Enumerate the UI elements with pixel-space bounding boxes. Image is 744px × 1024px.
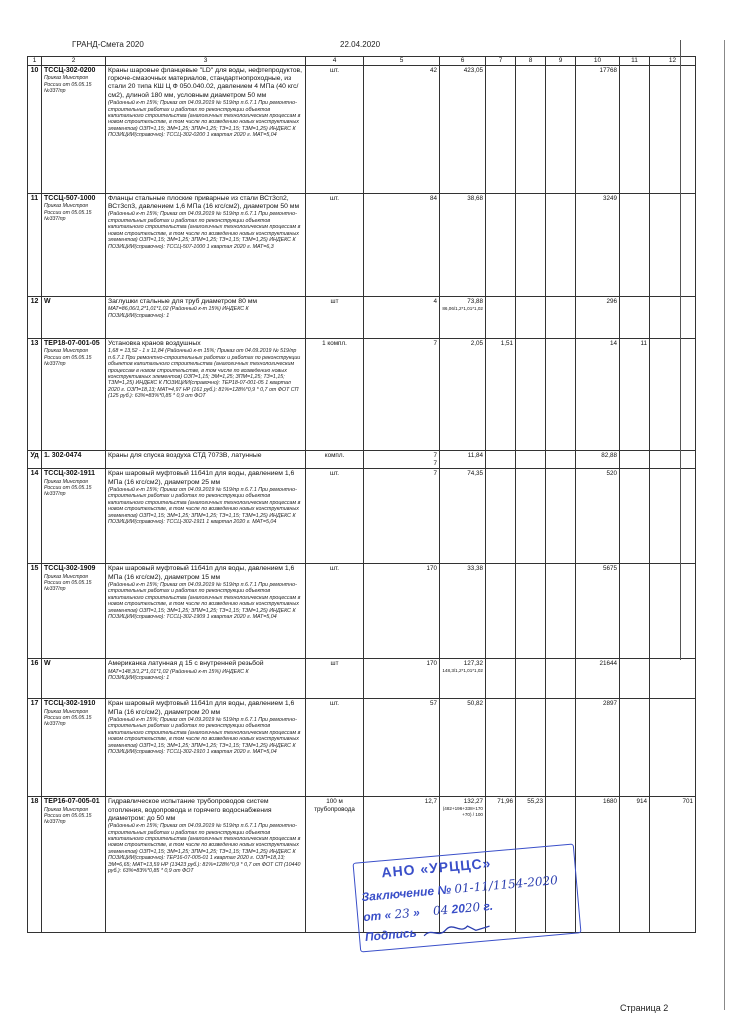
row-quantity: 7 [364, 469, 440, 564]
row-note: МАТ=148,3/1,2*1,01*1,02 (Районный к-т 15%) ИНДЕКС К ПОЗИЦИИ(справочно): 1 [108, 668, 249, 681]
row-col12 [650, 338, 696, 450]
row-description-cell [106, 450, 306, 468]
row-col8 [516, 338, 546, 450]
col-num: 10 [576, 57, 620, 66]
row-col9 [546, 699, 576, 797]
row-price: 127,32 [463, 660, 483, 668]
row-note: (Районный к-т 15%; Приказ от 04.09.2019 № 519/пр п.6.7.1 При ремонтно-строительных работах и работах по реконструкции объектов капитального строительства (аналогичных технологическим процессам в новом строительстве, в том числе по возведению новых конструктивных элементов) ОЗП=1,15; ЭМ=1,25; ЗПМ=1,25; ТЗ=1,15; ТЗМ=1,25) ИНДЕКС К ПОЗИЦИИ(справочно): ТССЦ-302-1911 1 квартал 2020 г. МАТ=5,04 [108, 486, 301, 526]
row-col7 [486, 564, 516, 659]
row-source: Приказ Минстроя России от 05.05.15 №337/пр [44, 573, 92, 593]
row-col9 [546, 469, 576, 564]
row-col11 [620, 659, 650, 699]
row-total: 21644 [576, 659, 620, 699]
stamp-conclusion-number: 01-11/1154-2020 [453, 873, 559, 897]
row-col12: 701 [650, 797, 696, 933]
row-price-cell [440, 450, 486, 468]
row-code: W [44, 297, 51, 305]
row-col11 [620, 450, 650, 468]
row-total: 296 [576, 296, 620, 338]
estimate-row [28, 469, 696, 564]
row-description-cell [106, 193, 306, 296]
col-num: 2 [42, 57, 106, 66]
row-price-formula: (482+196+338+170+70) / 100 [442, 805, 483, 817]
row-note: (Районный к-т 15%; Приказ от 04.09.2019 № 519/пр п.6.7.1 При ремонтно-строительных работах и работах по реконструкции объектов капитального строительства (аналогичных технологическим процессам в новом строительстве, в том числе по возведению новых конструктивных элементов) ОЗП=1,15; ЭМ=1,25; ЗПМ=1,25; ТЗ=1,15; ТЗМ=1,25) ИНДЕКС К ПОЗИЦИИ(справочно): ТССЦ-302-1909 1 квартал 2020 г. МАТ=5,04 [108, 581, 301, 621]
row-col7 [486, 659, 516, 699]
row-unit: шт [306, 659, 364, 699]
row-quantity: 7 [364, 338, 440, 450]
row-col9 [546, 193, 576, 296]
estimate-row [28, 65, 696, 193]
row-col7: 1,51 [486, 338, 516, 450]
row-col11 [620, 193, 650, 296]
row-price-formula: 86,06/1,2*1,01*1,02 [442, 305, 483, 311]
row-source: Приказ Минстроя России от 05.05.15 №337/пр [44, 708, 92, 728]
col-num: 4 [306, 57, 364, 66]
row-quantity: 84 [364, 193, 440, 296]
row-col7 [486, 193, 516, 296]
col-num: 3 [106, 57, 306, 66]
row-description-cell [106, 65, 306, 193]
row-source: Приказ Минстроя России от 05.05.15 №337/пр [44, 478, 92, 498]
row-col7 [486, 450, 516, 468]
row-code: ТССЦ-302-0200 [44, 66, 96, 74]
col-num: 7 [486, 57, 516, 66]
row-col7 [486, 469, 516, 564]
stamp-year-prefix: 20 [450, 901, 466, 917]
stamp-org: АНО «УРЦЦС» [380, 854, 492, 881]
row-col11 [620, 65, 650, 193]
row-code-cell [42, 193, 106, 296]
row-col12 [650, 699, 696, 797]
row-total: 5675 [576, 564, 620, 659]
row-code-cell [42, 65, 106, 193]
approval-stamp [353, 843, 582, 952]
row-quantity: 7 7 [364, 450, 440, 468]
row-col8 [516, 659, 546, 699]
row-col11: 914 [620, 797, 650, 933]
row-col8: 55,23 [516, 797, 546, 933]
col-num: 8 [516, 57, 546, 66]
row-col8 [516, 469, 546, 564]
estimate-row [28, 564, 696, 659]
row-col7 [486, 699, 516, 797]
row-code-cell [42, 338, 106, 450]
row-col12 [650, 659, 696, 699]
col-num: 9 [546, 57, 576, 66]
row-col8 [516, 699, 546, 797]
row-col8 [516, 564, 546, 659]
stamp-from-label: от « [362, 907, 392, 925]
row-price-cell [440, 699, 486, 797]
row-description-cell [106, 296, 306, 338]
scan-edge-line [680, 40, 681, 660]
row-price-cell [440, 193, 486, 296]
row-description-cell [106, 797, 306, 933]
estimate-row [28, 193, 696, 296]
page-number: Страница 2 [620, 1003, 669, 1013]
stamp-conclusion-label: Заключение № [360, 882, 452, 905]
row-code: W [44, 660, 51, 668]
row-quantity: 4 [364, 296, 440, 338]
estimate-row [28, 659, 696, 699]
row-number: 12 [28, 296, 42, 338]
estimate-table [27, 56, 696, 933]
row-price: 50,82 [467, 700, 483, 708]
row-source: Приказ Минстроя России от 05.05.15 №337/пр [44, 203, 92, 223]
row-number: 13 [28, 338, 42, 450]
row-col9 [546, 659, 576, 699]
row-col11: 11 [620, 338, 650, 450]
row-name: Установка кранов воздушных [108, 339, 201, 347]
row-col7 [486, 65, 516, 193]
row-quantity: 42 [364, 65, 440, 193]
row-code: ТЕР16-07-005-01 [44, 798, 100, 806]
row-code: ТССЦ-302-1910 [44, 700, 96, 708]
estimate-row [28, 450, 696, 468]
row-price: 33,38 [467, 565, 483, 573]
row-source: Приказ Минстроя России от 05.05.15 №337/пр [44, 806, 92, 826]
row-code: ТЕР18-07-001-05 [44, 339, 100, 347]
row-total: 1680 [576, 797, 620, 933]
row-col12 [650, 65, 696, 193]
row-code-cell [42, 564, 106, 659]
row-price-cell [440, 564, 486, 659]
row-name: Гидравлическое испытание трубопроводов систем отопления, водопровода и горячего водоснабжения диаметром: до 50 мм [108, 798, 272, 822]
stamp-day: 23 [393, 906, 411, 922]
stamp-year: 20 [464, 899, 481, 916]
row-code-cell [42, 296, 106, 338]
estimate-row [28, 296, 696, 338]
row-name: Заглушки стальные для труб диаметром 80 мм [108, 297, 258, 305]
row-price-cell [440, 65, 486, 193]
row-number: 11 [28, 193, 42, 296]
row-unit: шт [306, 296, 364, 338]
row-unit: компл. [306, 450, 364, 468]
row-number: 14 [28, 469, 42, 564]
row-col12 [650, 296, 696, 338]
row-quantity: 170 [364, 659, 440, 699]
row-col7 [486, 296, 516, 338]
row-name: Краны для спуска воздуха СТД 7073В, латунные [108, 451, 262, 459]
row-col7: 71,96 [486, 797, 516, 933]
row-code: ТССЦ-302-1911 [44, 470, 96, 478]
row-note: (Районный к-т 15%; Приказ от 04.09.2019 № 519/пр п.6.7.1 При ремонтно-строительных работах и работах по реконструкции объектов капитального строительства (аналогичных технологическим процессам в новом строительстве, в том числе по возведению новых конструктивных элементов) ОЗП=1,15; ЭМ=1,25; ЗПМ=1,25; ТЗ=1,15; ТЗМ=1,25) ИНДЕКС К ПОЗИЦИИ(справочно): ТЕР16-07-005-01 1 квартал 2020 г. ОЗП=18,13; ЭМ=6,65; МАТ=13,59 НР (13423 руб.): 81%=128%*0,9 * 0,7 от ФОТ СП (10440 руб.): 63%=83%*0,85 * 0,9 от ФОТ [108, 823, 301, 875]
scan-edge-line [724, 40, 725, 1010]
row-col9 [546, 296, 576, 338]
row-number: 18 [28, 797, 42, 933]
row-number: 15 [28, 564, 42, 659]
row-number: 17 [28, 699, 42, 797]
row-price-cell [440, 659, 486, 699]
row-code-cell [42, 469, 106, 564]
row-unit: шт. [306, 193, 364, 296]
row-col8 [516, 193, 546, 296]
row-total: 3249 [576, 193, 620, 296]
row-name: Краны шаровые фланцевые "LD" для воды, нефтепродуктов, горюче-смазочных материалов, стандартнопроходные, из стали 20 типа КШ Ц Ф 050.040.02, давлением 4 МПа (40 кгс/см2), длиной 180 мм, условным диаметром 50 мм [108, 66, 303, 99]
row-col9 [546, 338, 576, 450]
row-price-cell [440, 338, 486, 450]
row-price-cell [440, 296, 486, 338]
row-col9 [546, 450, 576, 468]
row-unit: 100 м трубопровода [306, 797, 364, 933]
row-price-cell [440, 469, 486, 564]
row-code: 1. 302-0474 [44, 451, 82, 459]
column-numbers-row [28, 57, 696, 66]
row-unit: шт. [306, 469, 364, 564]
stamp-month: 04 [432, 902, 449, 918]
row-quantity: 170 [364, 564, 440, 659]
row-col12 [650, 564, 696, 659]
app-name: ГРАНД-Смета 2020 [72, 40, 144, 49]
row-total: 17768 [576, 65, 620, 193]
row-note: 1,68 = 13,52 - 1 x 11,84 (Районный к-т 15%; Приказ от 04.09.2019 № 519/пр п.6.7.1 При ремонтно-строительных работах и работах по реконструкции объектов капитального строительства (аналогичных технологическим процессам в новом строительстве, в том числе по возведению новых конструктивных элементов) ОЗП=1,15; ЭМ=1,25; ЗПМ=1,25; ТЗ=1,15; ТЗМ=1,25) ИНДЕКС К ПОЗИЦИИ(справочно): ТЕР18-07-001-05 1 квартал 2020 г. ОЗП=18,13; МАТ=4,97 НР (161 руб.): 81%=128%*0,9 * 0,7 от ФОТ СП (125 руб.): 63%=83%*0,85 * 0,9 от ФОТ [108, 348, 301, 400]
row-code-cell [42, 659, 106, 699]
row-note: (Районный к-т 15%; Приказ от 04.09.2019 № 519/пр п.6.7.1 При ремонтно-строительных работах и работах по реконструкции объектов капитального строительства (аналогичных технологическим процессам в новом строительстве, в том числе по возведению новых конструктивных элементов) ОЗП=1,15; ЭМ=1,25; ЗПМ=1,25; ТЗ=1,15; ТЗМ=1,25) ИНДЕКС К ПОЗИЦИИ(справочно): ТССЦ-507-1000 1 квартал 2020 г. МАТ=6,3 [108, 211, 301, 250]
row-unit: шт. [306, 564, 364, 659]
row-total: 82,88 [576, 450, 620, 468]
row-price: 73,88 [467, 297, 483, 305]
stamp-year-suffix: г. [482, 898, 494, 914]
row-description-cell [106, 699, 306, 797]
row-unit: шт. [306, 699, 364, 797]
row-source: Приказ Минстроя России от 05.05.15 №337/пр [44, 348, 92, 368]
row-col11 [620, 564, 650, 659]
row-total: 2897 [576, 699, 620, 797]
col-num: 6 [440, 57, 486, 66]
row-col11 [620, 469, 650, 564]
row-name: Фланцы стальные плоские приварные из стали ВСт3сп2, ВСт3сп3, давлением 1,6 МПа (16 кгс/см2), диаметром 50 мм [108, 194, 300, 211]
row-note: МАТ=86,06/1,2*1,01*1,02 (Районный к-т 15%) ИНДЕКС К ПОЗИЦИИ(справочно): 1 [108, 306, 249, 319]
row-col12 [650, 469, 696, 564]
row-number: 10 [28, 65, 42, 193]
col-num: 12 [650, 57, 696, 66]
row-price-formula: 148,3/1,2*1,01*1,02 [442, 667, 483, 673]
row-unit: 1 компл. [306, 338, 364, 450]
row-quantity: 57 [364, 699, 440, 797]
col-num: 1 [28, 57, 42, 66]
row-total: 14 [576, 338, 620, 450]
row-code: ТССЦ-507-1000 [44, 194, 96, 202]
row-source: Приказ Минстроя России от 05.05.15 №337/пр [44, 75, 92, 95]
row-col8 [516, 65, 546, 193]
row-description-cell [106, 659, 306, 699]
row-price: 38,68 [467, 194, 483, 202]
row-code-cell [42, 450, 106, 468]
row-col8 [516, 450, 546, 468]
row-price: 74,35 [467, 470, 483, 478]
row-col11 [620, 296, 650, 338]
row-name: Кран шаровый муфтовый 11б41п для воды, давлением 1,6 МПа (16 кгс/см2), диаметром 20 мм [108, 700, 295, 716]
row-quantity: 12,7 [364, 797, 440, 933]
estimate-row [28, 338, 696, 450]
row-name: Американка латунная д 15 с внутренней резьбой [108, 660, 264, 668]
row-col9 [546, 564, 576, 659]
row-total: 520 [576, 469, 620, 564]
row-description-cell [106, 338, 306, 450]
row-code-cell [42, 797, 106, 933]
col-num: 11 [620, 57, 650, 66]
row-col9 [546, 65, 576, 193]
row-unit: шт. [306, 65, 364, 193]
row-col8 [516, 296, 546, 338]
row-price: 132,27 [463, 798, 483, 806]
row-number: Уд [28, 450, 42, 468]
row-price: 2,05 [470, 339, 483, 347]
row-col11 [620, 699, 650, 797]
row-col12 [650, 450, 696, 468]
estimate-row [28, 699, 696, 797]
row-note: (Районный к-т 15%; Приказ от 04.09.2019 № 519/пр п.6.7.1 При ремонтно-строительных работах и работах по реконструкции объектов капитального строительства (аналогичных технологическим процессам в новом строительстве, в том числе по возведению новых конструктивных элементов) ОЗП=1,15; ЭМ=1,25; ЗПМ=1,25; ТЗ=1,15; ТЗМ=1,25) ИНДЕКС К ПОЗИЦИИ(справочно): ТССЦ-302-0200 1 квартал 2020 г. МАТ=5,04 [108, 100, 301, 139]
col-num: 5 [364, 57, 440, 66]
stamp-quote-close: » [412, 904, 431, 920]
print-date: 22.04.2020 [340, 40, 381, 49]
row-code-cell [42, 699, 106, 797]
row-number: 16 [28, 659, 42, 699]
row-code: ТССЦ-302-1909 [44, 565, 96, 573]
row-name: Кран шаровый муфтовый 11б41п для воды, давлением 1,6 МПа (16 кгс/см2), диаметром 15 мм [108, 565, 295, 581]
row-price: 423,05 [463, 66, 483, 74]
row-note: (Районный к-т 15%; Приказ от 04.09.2019 № 519/пр п.6.7.1 При ремонтно-строительных работах и работах по реконструкции объектов капитального строительства (аналогичных технологическим процессам в новом строительстве, в том числе по возведению новых конструктивных элементов) ОЗП=1,15; ЭМ=1,25; ЗПМ=1,25; ТЗ=1,15; ТЗМ=1,25) ИНДЕКС К ПОЗИЦИИ(справочно): ТССЦ-302-1910 1 квартал 2020 г. МАТ=5,04 [108, 716, 301, 756]
row-name: Кран шаровый муфтовый 11б41п для воды, давлением 1,6 МПа (16 кгс/см2), диаметром 25 мм [108, 470, 295, 486]
row-price: 11,84 [467, 451, 483, 459]
stamp-sign-label: Подпись [364, 925, 418, 945]
row-col12 [650, 193, 696, 296]
row-description-cell [106, 469, 306, 564]
row-description-cell [106, 564, 306, 659]
